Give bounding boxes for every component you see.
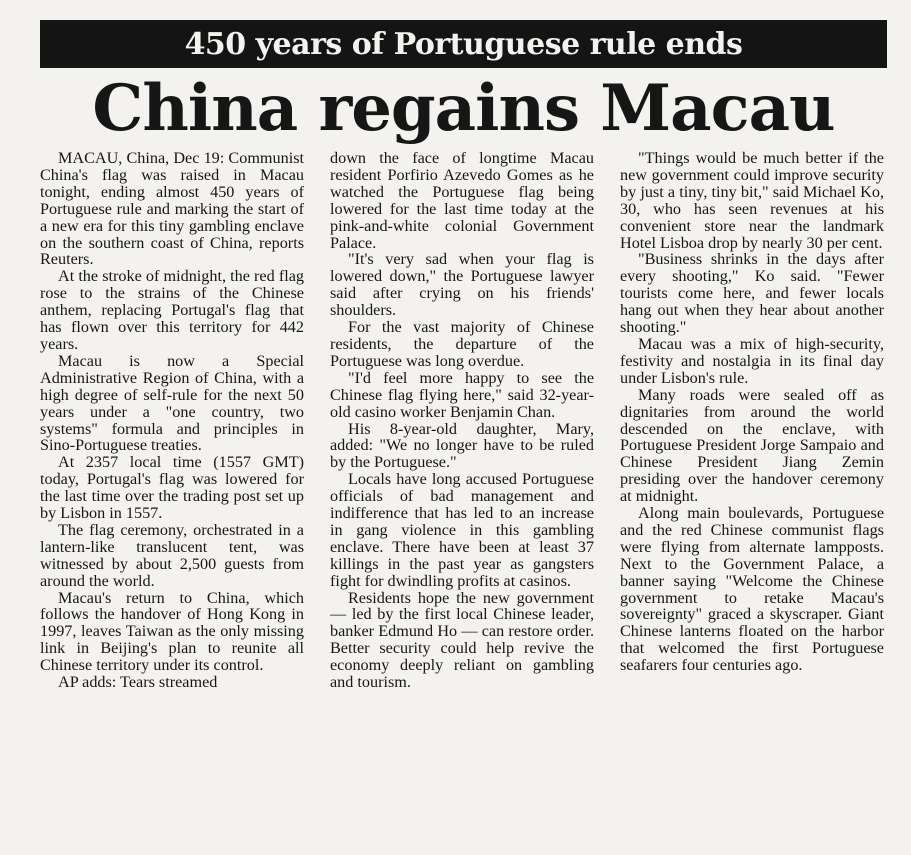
article-column-3 [620,150,884,830]
paragraph: At 2357 local time (1557 GMT) today, Portugal's flag was lowered for the last time over the trading post set up by Lisbon in 1557. [40,453,304,523]
paragraph: For the vast majority of Chinese residents, the departure of the Portuguese was long overdue. [330,318,594,370]
paragraph: "Things would be much better if the new government could improve security by just a tiny, tiny bit," said Michael Ko, 30, who has seen revenues at his convenient store near the landmark Hotel Lisboa drop by nearly 30 per cent. [620,150,884,252]
paragraph: MACAU, China, Dec 19: Communist China's flag was raised in Macau tonight, ending almost 450 years of Portuguese rule and marking the start of a new era for this tiny gambling enclave on the southern coast of China, reports Reuters. [40,150,304,269]
paragraph: At the stroke of midnight, the red flag rose to the strains of the Chinese anthem, replacing Portugal's flag that has flown over this territory for 442 years. [40,267,304,353]
paragraph: "It's very sad when your flag is lowered down," the Portuguese lawyer said after crying on his friends' shoulders. [330,250,594,320]
paragraph: His 8-year-old daughter, Mary, added: "We no longer have to be ruled by the Portuguese." [330,419,594,472]
paragraph: The flag ceremony, orchestrated in a lantern-like translucent tent, was witnessed by about 2,500 guests from around the world. [40,520,304,590]
paragraph: Macau is now a Special Administrative Region of China, with a high degree of self-rule for the next 50 years under a "one country, two systems" formula and principles in Sino-Portuguese treaties. [40,351,304,455]
paragraph: Macau's return to China, which follows the handover of Hong Kong in 1997, leaves Taiwan as the only missing link in Beijing's plan to reunite all Chinese territory under its control. [40,588,304,675]
paragraph: AP adds: Tears streamed [58,673,218,692]
paragraph: Many roads were sealed off as dignitaries from around the world descended on the enclave, with Portuguese President Jorge Sampaio and Chinese President Jiang Zemin presiding over the handover ceremony at midnight. [620,385,884,506]
article-column-2 [330,150,594,830]
paragraph: Residents hope the new government — led by the first local Chinese leader, banker Edmund Ho — can restore order. Better security could help revive the economy deeply reliant on gambling and tourism. [330,588,594,692]
paragraph: "Business shrinks in the days after every shooting," Ko said. "Fewer tourists come here, and fewer locals hang out when they hear about another shooting." [620,250,884,337]
paragraph: Macau was a mix of high-security, festivity and nostalgia in its final day under Lisbon's rule. [620,334,884,387]
paragraph: down the face of longtime Macau resident Porfirio Azevedo Gomes as he watched the Portuguese flag being lowered for the last time today at the pink-and-white colonial Government Palace. [330,150,594,252]
headline: China regains Macau [92,71,835,146]
paragraph: "I'd feel more happy to see the Chinese flag flying here," said 32-year-old casino worker Benjamin Chan. [330,368,594,421]
kicker-banner [40,20,887,68]
paragraph: Locals have long accused Portuguese officials of bad management and indifference that has led to an increase in gang violence in this gambling enclave. There have been at least 37 killings in the past year as gangsters fight for dwindling profits at casinos. [330,470,594,590]
article-body [40,150,887,830]
paragraph: Along main boulevards, Portuguese and the red Chinese communist flags were flying from alternate lampposts. Next to the Government Palace, a banner saying "Welcome the Chinese government to retake Macau's sovereignty" graced a skyscraper. Giant Chinese lanterns floated on the harbor that welcomed the first Portuguese seafarers four centuries ago. [620,504,884,675]
kicker-text: 450 years of Portuguese rule ends [184,26,743,62]
article-column-1 [40,150,304,830]
